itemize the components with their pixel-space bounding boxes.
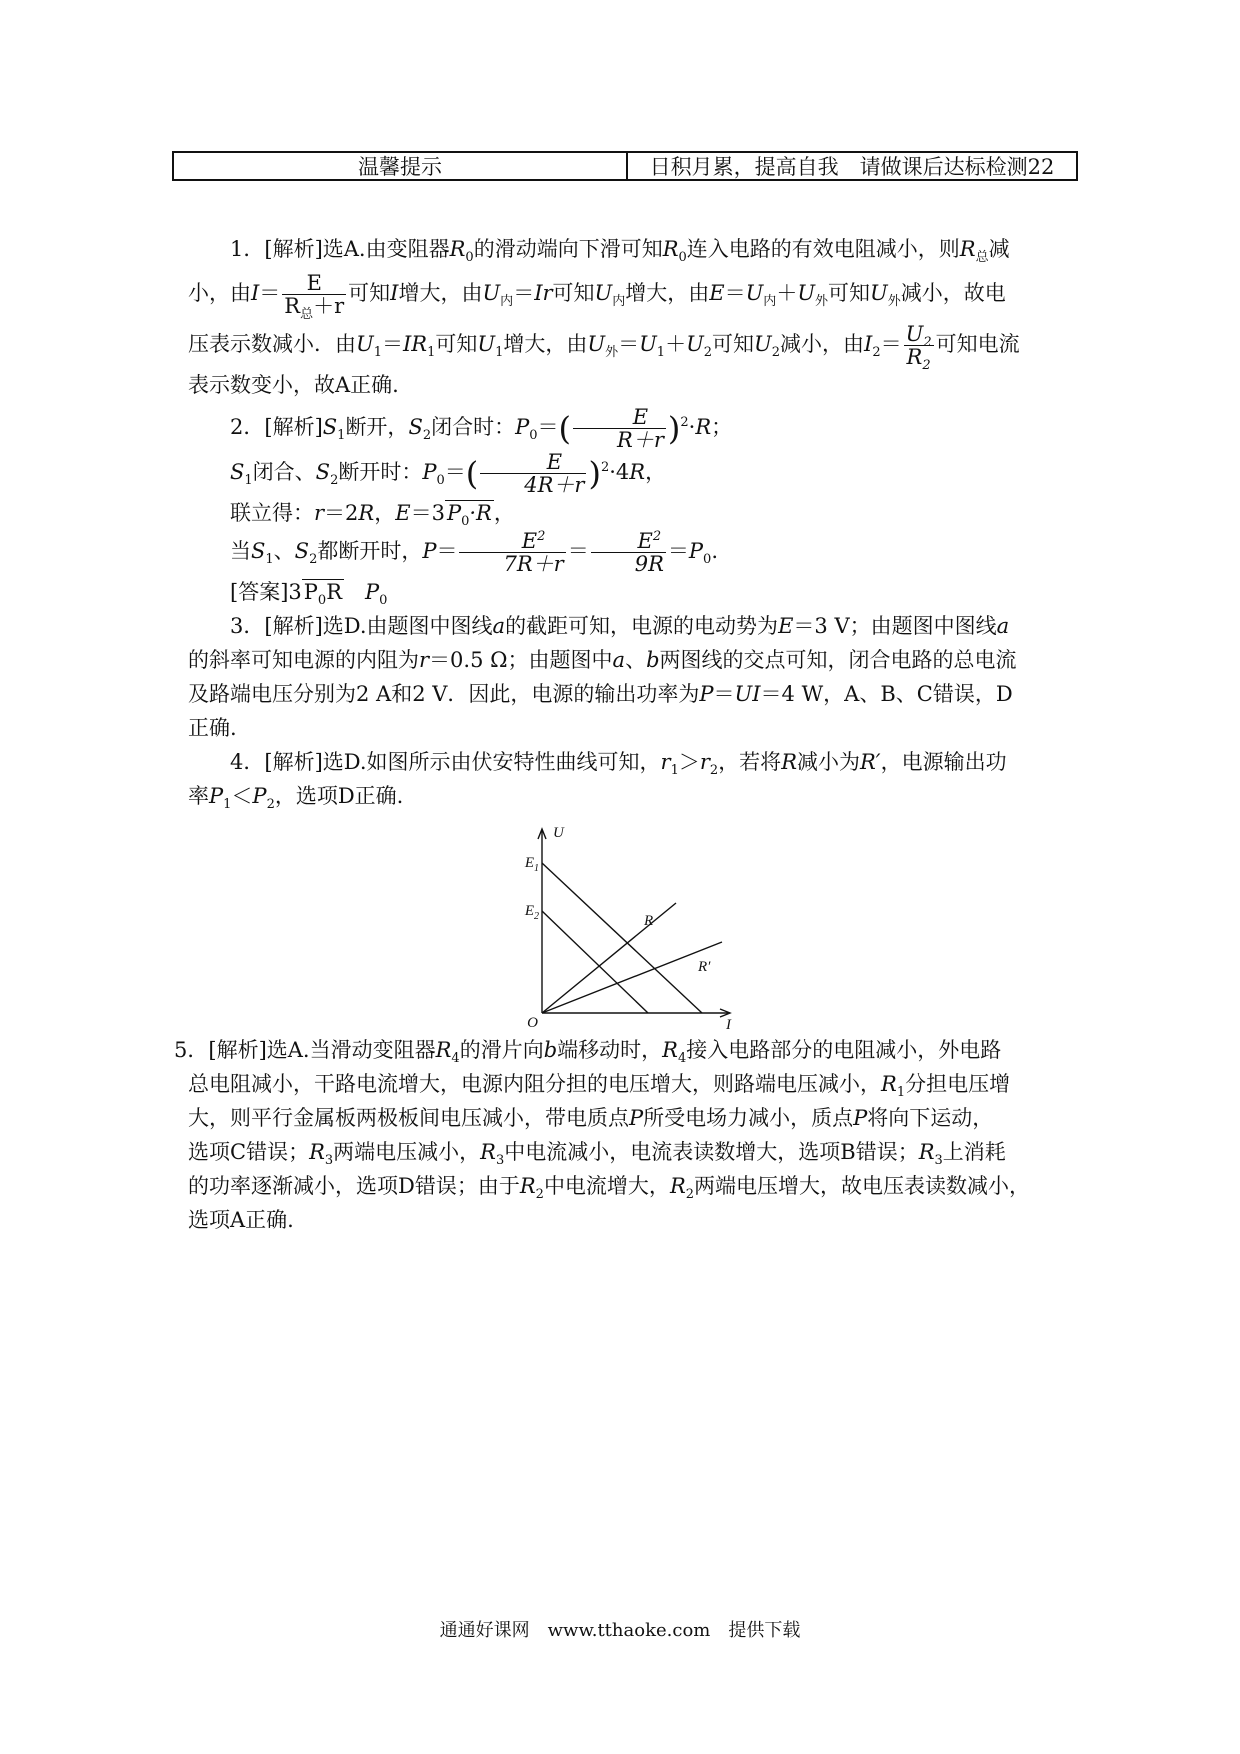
i-axis-label: I xyxy=(726,1017,731,1031)
analysis-tag: [解析] xyxy=(264,237,323,261)
q5-line-1: 5．[解析]选A.当滑动变阻器$R_4$的滑片向b端移动时，$R_4$接入电路部分的电阻减小，外电路 xyxy=(174,1038,1002,1067)
sqrt-expression: $P_0\cdot R$ xyxy=(446,501,492,530)
source-line-1 xyxy=(542,863,702,1013)
q5-line-3: 大，则平行金属板两极板间电压减小，带电质点P所受电场力减小，质点P将向下运动， xyxy=(188,1106,994,1130)
q2-line-4: 当$S_1$、$S_2$都断开时，P＝ $\frac{E^2}{7R+r}$ ＝ $\frac{E^2}{9R}$ $=P_0$. xyxy=(230,529,718,576)
q3-line-4: 正确. xyxy=(188,716,237,740)
header-table xyxy=(172,151,1078,181)
q5-line-4: 选项C错误；$R_3$两端电压减小，$R_3$中电流减小，电流表读数增大，选项B错误；$R_3$上消耗 xyxy=(188,1140,1006,1169)
footer-text: 通通好课网 www.tthaoke.com 提供下载 xyxy=(439,1620,801,1641)
q4-line-2: 率$P_1<P_2$，选项D正确. xyxy=(188,784,404,813)
q1-paragraph xyxy=(188,232,1058,266)
q2-line-3: 联立得：r＝2R，$E=3P_0\cdot R$， xyxy=(230,501,515,530)
formula-fraction: $\frac{U_2}{R_2}$ xyxy=(905,322,932,374)
q2-line-1: 2．[解析]$S_1$断开，$S_2$闭合时：$P_0=$( $\frac{E}{R+r}$ )$^2$·R； xyxy=(230,405,733,452)
e1-label: $E_1$ xyxy=(524,855,539,874)
q4-paragraph xyxy=(188,745,1058,813)
q1-line-3: 压表示数减小．由$U_1=IR_1$可知$U_1$增大，由$U_外=U_1+U_2$可知$U_2$减小，由$I_2=$ $\frac{U_2}{R_2}$ 可知电流 xyxy=(188,322,1020,374)
q5-line-5: 的功率逐渐减小，选项D错误；由于$R_2$中电流增大，$R_2$两端电压增大，故电压表读数减小， xyxy=(188,1174,1031,1203)
analysis-tag: [解析] xyxy=(264,415,323,439)
analysis-tag: [解析] xyxy=(264,614,323,638)
analysis-tag: [解析] xyxy=(208,1038,267,1062)
e2-label: $E_2$ xyxy=(524,903,539,922)
formula-fraction: $\frac{E}{4R+r}$ xyxy=(480,451,586,496)
q3-paragraph xyxy=(188,609,1058,745)
q5-line-2: 总电阻减小，干路电流增大，电源内阻分担的电压增大，则路端电压减小，$R_1$分担电压增 xyxy=(188,1072,1011,1101)
q2-paragraph xyxy=(188,406,1058,609)
q5-paragraph xyxy=(174,1033,1058,1067)
solutions-content xyxy=(174,232,1058,1237)
q1-paragraph-cont xyxy=(188,272,1058,402)
q3-line-3: 及路端电压分别为2 A和2 V．因此，电源的输出功率为P＝UI＝4 W，A、B、C错误，D xyxy=(188,682,1013,706)
ui-characteristic-graph xyxy=(500,821,770,1031)
formula-fraction: $\frac{E}{R+r}$ xyxy=(573,406,666,451)
origin-label: O xyxy=(527,1015,538,1031)
header-right-cell: 日积月累，提高自我 请做课后达标检测22 xyxy=(649,155,1055,179)
q2-line-2: $S_1$闭合、$S_2$断开时：$P_0=$( $\frac{E}{4R+r}$ )$^2$·4R， xyxy=(230,450,667,497)
r-prime-line-label: R′ xyxy=(698,959,711,975)
sqrt-expression: $P_0R$ xyxy=(303,580,342,609)
resistor-line-r-prime xyxy=(542,942,722,1013)
source-line-2 xyxy=(542,911,648,1013)
header-left-cell: 温馨提示 xyxy=(174,153,628,179)
resistor-line-r xyxy=(542,903,676,1013)
q4-line-1: 4．[解析]选D.如图所示由伏安特性曲线可知，$r_1>r_2$，若将R减小为R′，电源输出功 xyxy=(230,750,1007,779)
u-axis-label: U xyxy=(553,825,564,841)
formula-fraction: $\frac{E^2}{7R+r}$ xyxy=(459,530,565,575)
q3-line-2: 的斜率可知电源的内阻为r＝0.5 Ω；由题图中a、b两图线的交点可知，闭合电路的总电流 xyxy=(188,648,1017,672)
q1-line-2: 小，由I＝ $\frac{E}{R_总+r}$ 可知I增大，由$U_内=Ir$可知$U_内$增大，由$E=U_内+U_外$可知$U_外$减小，故电 xyxy=(188,271,1006,323)
q3-line-1: 3．[解析]选D.由题图中图线a的截距可知，电源的电动势为E＝3 V；由题图中图线a xyxy=(230,614,1010,638)
formula-fraction: $\frac{E^2}{9R}$ xyxy=(591,530,666,575)
answer-tag: [答案] xyxy=(230,580,289,604)
q5-line-6: 选项A正确. xyxy=(188,1208,294,1232)
q2-answer: [答案]$3P_0R$ $P_0$ xyxy=(230,580,388,609)
formula-fraction: $\frac{E}{R_总+r}$ xyxy=(284,271,345,323)
q1-line-4: 表示数变小，故A正确. xyxy=(188,373,399,397)
analysis-tag: [解析] xyxy=(264,750,323,774)
r-line-label: R xyxy=(644,913,654,929)
q1-line-1: 1．[解析]选A.由变阻器$R_0$的滑动端向下滑可知$R_0$连入电路的有效电阻减小，则$R_总$减 xyxy=(230,237,1010,266)
q5-paragraph-cont xyxy=(188,1067,1058,1237)
